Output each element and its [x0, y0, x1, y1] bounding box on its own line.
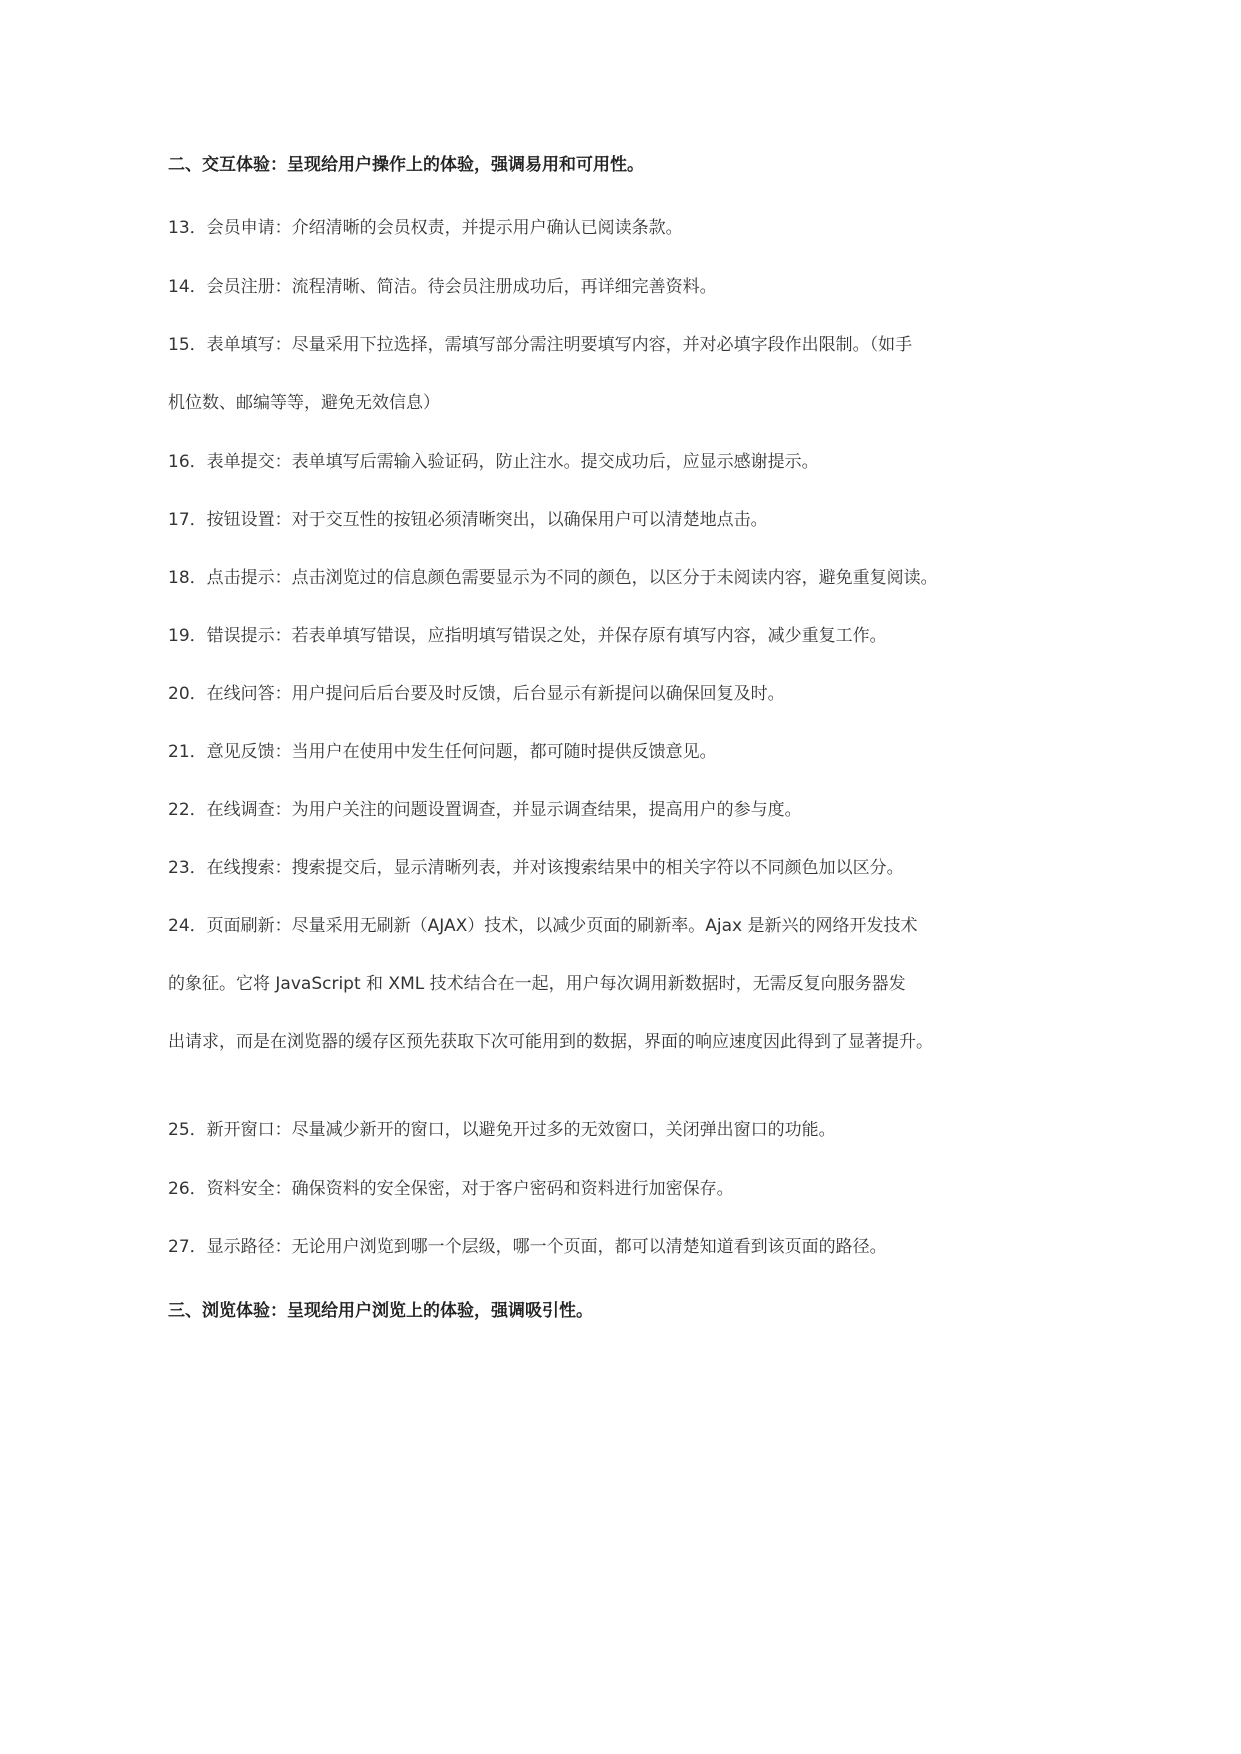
- list-item-continuation: 机位数、邮编等等，避免无效信息）: [168, 393, 440, 413]
- list-item: 17．按钮设置：对于交互性的按钮必须清晰突出，以确保用户可以清楚地点击。: [168, 510, 768, 530]
- list-item: 26．资料安全：确保资料的安全保密，对于客户密码和资料进行加密保存。: [168, 1179, 734, 1199]
- list-item-continuation: 的象征。它将 JavaScript 和 XML 技术结合在一起，用户每次调用新数据时，无需反复向服务器发: [168, 974, 906, 994]
- list-item: 15．表单填写：尽量采用下拉选择，需填写部分需注明要填写内容，并对必填字段作出限制。（如手: [168, 335, 913, 355]
- section-heading-browsing: 三、浏览体验：呈现给用户浏览上的体验，强调吸引性。: [168, 1301, 593, 1321]
- list-item: 27．显示路径：无论用户浏览到哪一个层级，哪一个页面，都可以清楚知道看到该页面的路径。: [168, 1237, 887, 1257]
- list-item: 18．点击提示：点击浏览过的信息颜色需要显示为不同的颜色，以区分于未阅读内容，避免重复阅读。: [168, 568, 938, 588]
- list-item-continuation: 出请求，而是在浏览器的缓存区预先获取下次可能用到的数据，界面的响应速度因此得到了显著提升。: [168, 1032, 933, 1052]
- list-item: 23．在线搜索：搜索提交后，显示清晰列表，并对该搜索结果中的相关字符以不同颜色加以区分。: [168, 858, 904, 878]
- list-item: 16．表单提交：表单填写后需输入验证码，防止注水。提交成功后，应显示感谢提示。: [168, 452, 819, 472]
- list-item: 25．新开窗口：尽量减少新开的窗口，以避免开过多的无效窗口，关闭弹出窗口的功能。: [168, 1120, 836, 1140]
- section-heading-interaction: 二、交互体验：呈现给用户操作上的体验，强调易用和可用性。: [168, 155, 644, 175]
- list-item: 13．会员申请：介绍清晰的会员权责，并提示用户确认已阅读条款。: [168, 218, 683, 238]
- list-item: 19．错误提示：若表单填写错误，应指明填写错误之处，并保存原有填写内容，减少重复工作。: [168, 626, 887, 646]
- list-item: 20．在线问答：用户提问后后台要及时反馈，后台显示有新提问以确保回复及时。: [168, 684, 785, 704]
- list-item: 22．在线调查：为用户关注的问题设置调查，并显示调查结果，提高用户的参与度。: [168, 800, 802, 820]
- list-item: 14．会员注册：流程清晰、简洁。待会员注册成功后，再详细完善资料。: [168, 277, 717, 297]
- list-item: 24．页面刷新：尽量采用无刷新（AJAX）技术，以减少页面的刷新率。Ajax 是新兴的网络开发技术: [168, 916, 918, 936]
- list-item: 21．意见反馈：当用户在使用中发生任何问题，都可随时提供反馈意见。: [168, 742, 717, 762]
